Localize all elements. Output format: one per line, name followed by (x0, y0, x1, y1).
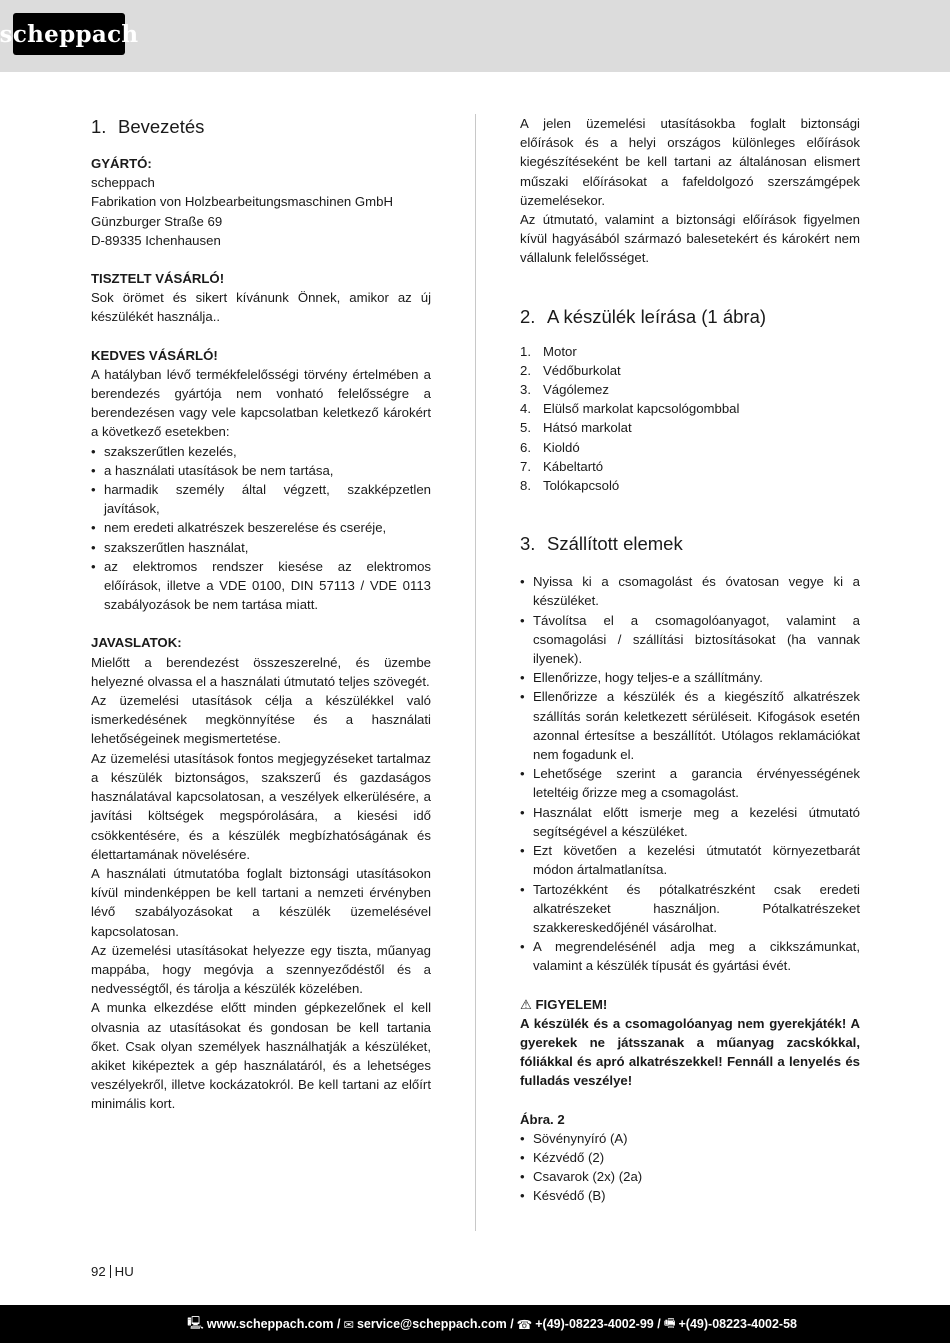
list-item: • Ezt követően a kezelési útmutatót környezetbarát módon ártalmatlanítsa. (520, 843, 860, 878)
list-item: • Tartozékként és pótalkatrészként csak eredeti alkatrészeket használjon. Pótalkatrészeket szakkereskedőjénél vásárolhat. (520, 881, 860, 935)
footer-website[interactable]: www.scheppach.com / (206, 1317, 341, 1331)
fax-icon: 🖷 (663, 1315, 676, 1330)
footer-phone: +(49)-08223-4002-99 / (535, 1317, 661, 1331)
list-item: 4. Elülső markolat kapcsológombbal (520, 401, 740, 417)
scheppach-logo: scheppach (13, 13, 125, 55)
header-band (0, 0, 950, 72)
list-item: • Nyissa ki a csomagolást és óvatosan vegye ki a készüléket. (520, 574, 860, 609)
section-title-intro (91, 114, 431, 140)
list-item: • nem eredeti alkatrészek beszerelése és cseréje, (91, 520, 387, 536)
list-item: • Távolítsa el a csomagolóanyagot, valamint a csomagolási / szállítási biztosításokat (ha vannak ilyenek). (520, 612, 860, 667)
list-item: • Használat előtt ismerje meg a kezelési útmutató segítségével a készüléket. (520, 804, 860, 839)
list-item: 6. Kioldó (520, 439, 580, 455)
section-number: 1. (91, 116, 107, 137)
list-item: • a használati utasítások be nem tartása, (91, 462, 334, 478)
list-item: 7. Kábeltartó (520, 458, 604, 474)
list-item: 2. Védőburkolat (520, 362, 621, 378)
list-item: • Sövénynyíró (A) (520, 1130, 628, 1146)
column-divider (475, 114, 476, 1231)
safety-paragraph: Az útmutató, valamint a biztonsági előírások figyelmen kívül hagyásából származó balesetekért és károkért nem vállalunk felelősséget. (520, 212, 860, 266)
advice-paragraph: A használati útmutatóba foglalt biztonsági utasításokon kívül mindenképpen be kell tartani a nemzeti érvényben lévő szabályozásokat a készülék üzemelésével kapcsolatosan. (91, 865, 431, 939)
figure-label: Ábra. 2 (520, 1111, 565, 1127)
section-title-text: A készülék leírása (1 ábra) (547, 305, 767, 327)
section-number: 2. (520, 305, 536, 327)
advice-paragraph: Mielőtt a berendezést összeszerelné, és üzembe helyezné olvassa el a használati útmutató teljes szövegét. (91, 654, 431, 689)
page-separator (110, 1265, 111, 1278)
list-item: • az elektromos rendszer kiesése az elektromos előírások, illetve a VDE 0100, DIN 57113 / VDE 0113 szabályozások be nem tartása miatt. (91, 558, 431, 613)
section-title-text: Szállított elemek (547, 533, 683, 555)
list-item: • Ellenőrizze a készülék és a kiegészítő alkatrészek szállítás során keletkezett sérüléseit. Kifogások esetén azonnal értesítse a beszállítót. Utólagos reklamációkat nem fogadunk el. (520, 689, 860, 763)
manufacturer-line: scheppach (91, 175, 155, 191)
mail-icon: ✉ (343, 1317, 354, 1332)
list-item: • A megrendelésénél adja meg a cikkszámunkat, valamint a készülék típusát és gyártási évét. (520, 939, 860, 974)
liability-intro: A hatályban lévő termékfelelősségi törvény értelmében a berendezés gyártója nem vonható felelősségre a berendezésen vagy vele kapcsolatban keletkező károkért a következő esetekben: (91, 366, 431, 440)
manufacturer-line: D-89335 Ichenhausen (91, 232, 221, 248)
safety-paragraph: A jelen üzemelési utasításokba foglalt biztonsági előírások és a helyi országos különleges előírások kiegészítéseként be kell tartani az általánosan elismert műszaki előírásokat a fafeldolgozó szerszámgépek üzemelésekor. (520, 116, 860, 208)
list-item: • Kézvédő (2) (520, 1149, 605, 1165)
section-number: 3. (520, 533, 536, 555)
computer-icon: 🖳 (187, 1315, 204, 1330)
dear-customer-2-label: KEDVES VÁSÁRLÓ! (91, 347, 218, 363)
list-item: • Ellenőrizze, hogy teljes-e a szállítmány. (520, 670, 763, 686)
list-item: • harmadik személy által végzett, szakképzetlen javítások, (91, 482, 431, 517)
delivery-list (520, 572, 860, 975)
list-item: 5. Hátsó markolat (520, 420, 632, 436)
page-number-value: 92 (91, 1264, 106, 1279)
left-column (91, 114, 431, 1114)
dear-customer-text: Sok örömet és sikert kívánunk Önnek, amikor az új készülékét használja.. (91, 290, 431, 325)
figure-list (520, 1129, 860, 1206)
advice-paragraph: Az üzemelési utasításokat helyezze egy tiszta, műanyag mappába, hogy megóvja a szennyeződéstől és a nedvességtől, és tárolja a készülék közelében. (91, 942, 431, 997)
dear-customer-label: TISZTELT VÁSÁRLÓ! (91, 271, 225, 287)
section-title-description (520, 304, 860, 330)
footer-fax: +(49)-08223-4002-58 (678, 1317, 797, 1331)
advice-label: JAVASLATOK: (91, 635, 182, 651)
section-title-delivery (520, 531, 860, 557)
footer-email[interactable]: service@scheppach.com / (356, 1317, 514, 1331)
page-number (91, 1264, 134, 1279)
section-title-text: Bevezetés (118, 116, 205, 137)
right-column (520, 114, 860, 1206)
manufacturer-line: Günzburger Straße 69 (91, 213, 223, 229)
liability-list (91, 442, 431, 615)
language-code: HU (114, 1264, 134, 1279)
list-item: • Lehetősége szerint a garancia érvényességének leteltéig őrizze meg a csomagolást. (520, 766, 860, 801)
list-item: 8. Tolókapcsoló (520, 478, 620, 494)
advice-paragraph: Az üzemelési utasítások célja a készülékkel való ismerkedésének megkönnyítése és a használati lehetőségeinek megismertetése. (91, 693, 431, 747)
phone-icon: ☎ (516, 1317, 533, 1332)
list-item: • szakszerűtlen kezelés, (91, 443, 237, 459)
advice-paragraph: A munka elkezdése előtt minden gépkezelőnek el kell olvasnia az utasításokat és gondosan be kell tartania őket. Csak olyan személyek használhatják a készüléket, akiket kiképeztek a gép használatáról, és a lehetséges veszélyekről, illetve kockázatokról. Be kell tartani az előírt minimális kort. (91, 1000, 431, 1112)
manufacturer-line: Fabrikation von Holzbearbeitungsmaschinen GmbH (91, 194, 393, 210)
list-item: • Csavarok (2x) (2a) (520, 1169, 643, 1185)
list-item: • Késvédő (B) (520, 1188, 606, 1204)
list-item: 3. Vágólemez (520, 382, 609, 398)
advice-paragraph: Az üzemelési utasítások fontos megjegyzéseket tartalmaz a készülék biztonságos, szakszerű és gazdaságos használatával kapcsolatosan, a veszélyek elkerülésére, a javítási költségek megspórolására, a kiesési idő csökkentésére, és a készülék megbízhatóságának és élettartamának növelésére. (91, 750, 431, 862)
warning-label: ⚠ FIGYELEM! (520, 996, 608, 1012)
manufacturer-label: GYÁRTÓ: (91, 156, 152, 171)
list-item: • szakszerűtlen használat, (91, 539, 249, 555)
warning-text: A készülék és a csomagolóanyag nem gyerekjáték! A gyerekek ne játsszanak a műanyag zacskókkal, fóliákkal és apró alkatrészekkel! Fennáll a lenyelés és fulladás veszélye! (520, 1015, 860, 1089)
parts-list (520, 342, 860, 496)
list-item: 1. Motor (520, 343, 577, 359)
footer-band (0, 1305, 950, 1343)
